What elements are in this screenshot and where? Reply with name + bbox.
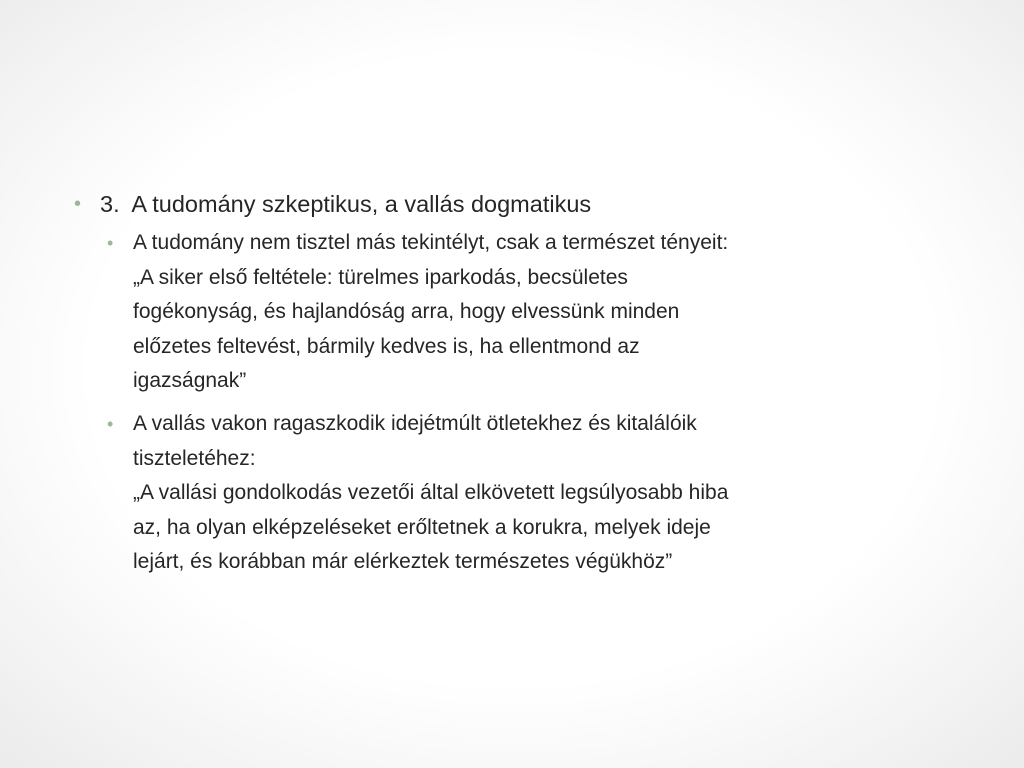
text-line: „A vallási gondolkodás vezetői által elkövetett legsúlyosabb hiba	[133, 481, 729, 505]
text-line: tiszteletéhez:	[133, 446, 256, 470]
text-line: előzetes feltevést, bármily kedves is, ha ellentmond az	[133, 334, 640, 358]
text-line: A tudomány nem tisztel más tekintélyt, csak a természet tényeit:	[133, 231, 729, 254]
bullet-icon: •	[107, 233, 114, 253]
bullet-item-level2	[107, 407, 893, 580]
text-line: „A siker első feltétele: türelmes iparkodás, becsületes	[133, 265, 628, 289]
bullet-icon: •	[107, 413, 114, 434]
text-line: az, ha olyan elképzeléseket erőltetnek a korukra, melyek ideje	[133, 515, 711, 539]
text-line: lejárt, és korábban már elérkeztek természetes végükhöz”	[133, 550, 673, 574]
bullet-item-level1	[74, 186, 904, 222]
bullet-item-level2	[107, 226, 893, 399]
text-line: A vallás vakon ragaszkodik idejétmúlt ötletekhez és kitalálóik	[133, 411, 697, 435]
slide-content	[74, 186, 904, 580]
bullet-icon: •	[74, 193, 82, 215]
bullet-text-heading: 3. A tudomány szkeptikus, a vallás dogmatikus	[100, 191, 592, 217]
text-line: fogékonyság, és hajlandóság arra, hogy elvessünk minden	[133, 300, 680, 324]
text-line: igazságnak”	[133, 369, 247, 393]
